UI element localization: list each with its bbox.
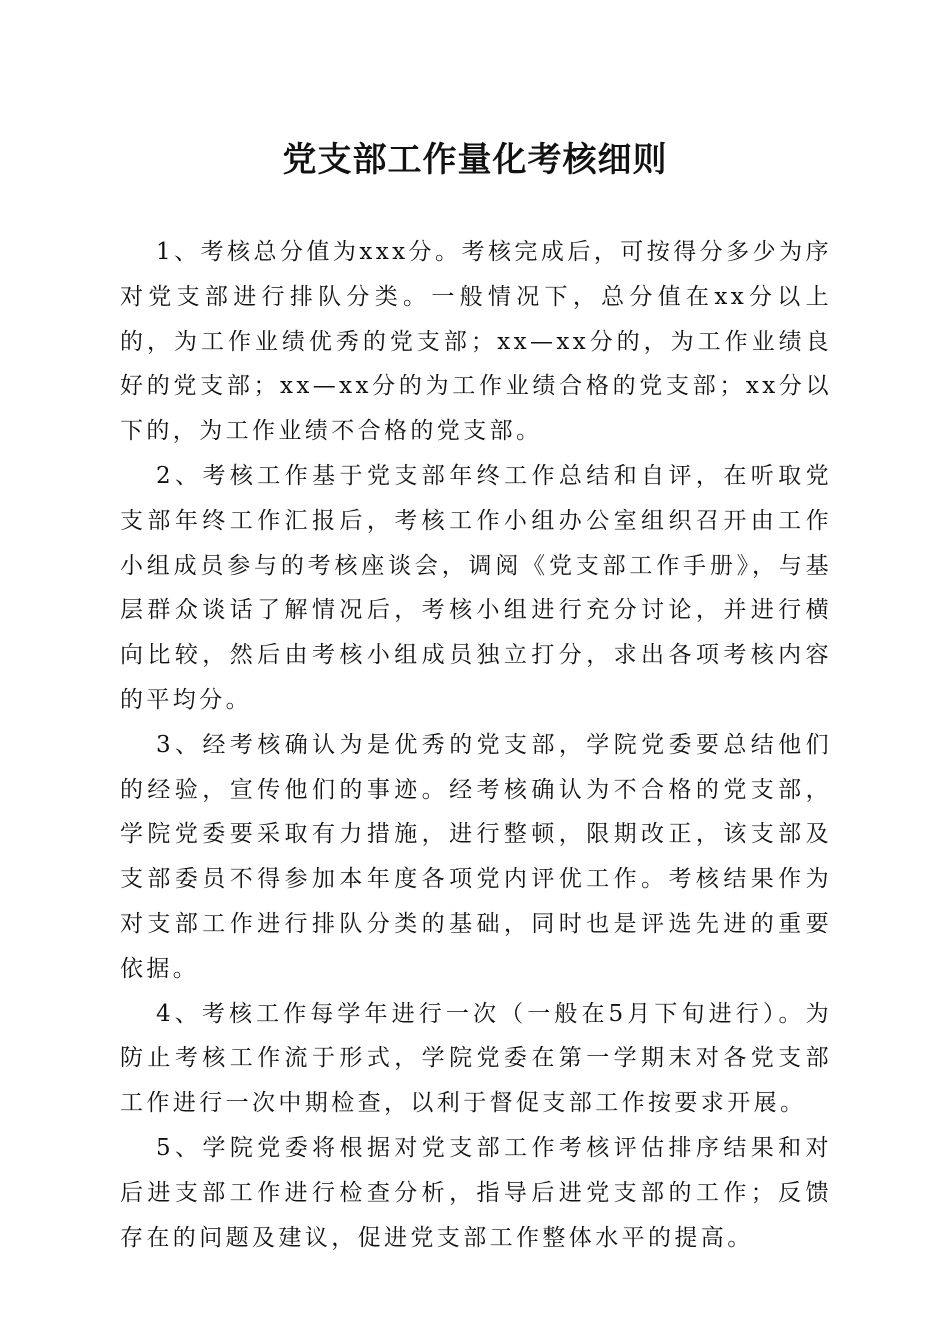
paragraph-3: 3、经考核确认为是优秀的党支部，学院党委要总结他们的经验，宣传他们的事迹。经考核确认为不合格的党支部，学院党委要采取有力措施，进行整顿，限期改正，该支部及支部委员不得参加本年度各项党内评优工作。考核结果作为对支部工作进行排队分类的基础，同时也是评选先进的重要依据。 <box>120 731 832 982</box>
paragraph-2: 2、考核工作基于党支部年终工作总结和自评，在听取党支部年终工作汇报后，考核工作小组办公室组织召开由工作小组成员参与的考核座谈会，调阅《党支部工作手册》，与基层群众谈话了解情况后，考核小组进行充分讨论，并进行横向比较，然后由考核小组成员独立打分，求出各项考核内容的平均分。 <box>120 462 832 713</box>
paragraph-4: 4、考核工作每学年进行一次（一般在5月下旬进行）。为防止考核工作流于形式，学院党委在第一学期末对各党支部工作进行一次中期检查，以利于督促支部工作按要求开展。 <box>120 1000 832 1117</box>
document-body <box>120 230 832 1260</box>
paragraph-1: 1、考核总分值为xxx分。考核完成后，可按得分多少为序对党支部进行排队分类。一般情况下，总分值在xx分以上的，为工作业绩优秀的党支部；xx—xx分的，为工作业绩良好的党支部；xx—xx分的为工作业绩合格的党支部；xx分以下的，为工作业绩不合格的党支部。 <box>120 239 832 445</box>
paragraph-5: 5、学院党委将根据对党支部工作考核评估排序结果和对后进支部工作进行检查分析，指导后进党支部的工作；反馈存在的问题及建议，促进党支部工作整体水平的提高。 <box>120 1134 832 1251</box>
document-title: 党支部工作量化考核细则 <box>282 140 668 180</box>
